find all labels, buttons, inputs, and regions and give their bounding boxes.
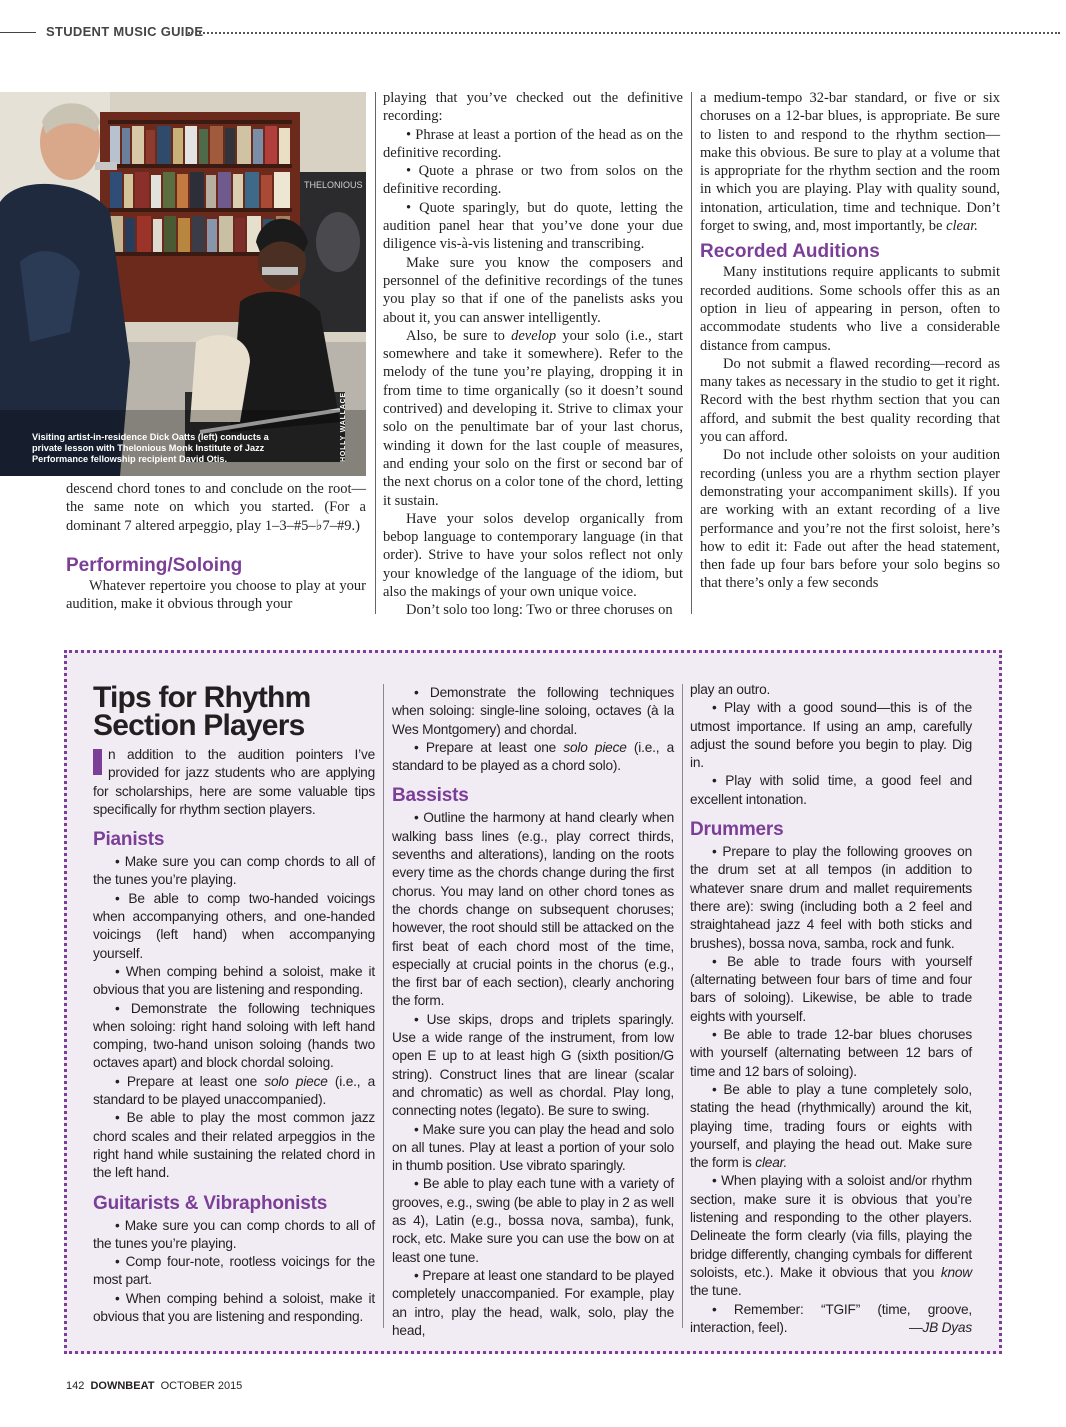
- text-run: • Prepare at least one: [414, 739, 564, 755]
- emphasis: develop: [511, 327, 557, 344]
- body-paragraph: Don’t solo too long: Two or three choruses on: [406, 602, 673, 619]
- tip-item: [392, 739, 674, 776]
- tip-item: • Make sure you can comp chords to all of the tunes you’re playing.: [93, 854, 375, 888]
- text-run: the tune.: [690, 1283, 742, 1299]
- sidebar-column-divider: [682, 684, 683, 1328]
- issue-date: OCTOBER 2015: [160, 1380, 243, 1392]
- text-run: Also, be sure to: [406, 327, 512, 344]
- section-title: STUDENT MUSIC GUIDE: [46, 24, 204, 39]
- tip-item: • Demonstrate the following techniques when soloing: single-line soloing, octaves (à la Wes Montgomery) and chordal.: [392, 685, 674, 737]
- tip-item: • Prepare at least one standard to be played completely unaccompanied. For example, play an intro, play the head, walk, solo, play the head,: [392, 1267, 674, 1338]
- text-run: (i.e., a standard to be played unaccompanied).: [93, 1073, 375, 1108]
- tip-item: • Make sure you can play the head and solo on all tunes. Play at least a portion of your solo in thumb position. Use vibrato sparingly.: [392, 1121, 674, 1174]
- body-paragraph: Do not submit a flawed recording—record as many takes as necessary in the studio to get it right. Record with the best rhythm section that you can afford, and submit the best quality recording that you can afford.: [700, 355, 1000, 446]
- tip-item: • Be able to play the most common jazz chord scales and their related arpeggios in the right hand while sustaining the related chord in the left hand.: [93, 1110, 375, 1181]
- tip-item: [690, 1172, 972, 1300]
- tip-item: • Be able to comp two-handed voicings when accompanying others, and one-handed voicings (left hand) when accompanying yourself.: [93, 890, 375, 961]
- author-signoff: —JB Dyas: [908, 1320, 972, 1336]
- drop-cap-bar: [93, 749, 102, 775]
- photo-credit: HOLLY WALLACE: [340, 392, 347, 462]
- tip-item: • Remember: “TGIF” (time, groove, interaction, feel).: [690, 1301, 972, 1335]
- text-run: (i.e., a standard to be played as a chord solo).: [392, 739, 674, 774]
- bullet-item: • Phrase at least a portion of the head as on the definitive recording.: [383, 126, 683, 161]
- sidebar-title-line: Section Players: [93, 709, 305, 742]
- magazine-name: DOWNBEAT: [90, 1380, 155, 1392]
- text-run: a medium-tempo 32-bar standard, or five or six choruses on a 12-bar blues, is appropriate. Be sure to listen to and respond to the rhythm section—make this obvious. Be sure to play at a volume that is appropriate for the rhythm section and the room in which you are playing. Play with quality sound, intonation, articulation, time and technique. Don’t forget to swing, and, most importantly, be: [700, 90, 1000, 235]
- tip-item: [93, 1073, 375, 1110]
- article-column-2: [383, 89, 683, 620]
- lesson-photo: [0, 92, 366, 476]
- tip-item: • Be able to trade 12-bar blues choruses with yourself (alternating between 12 bars of time and 12 bars of soloing).: [690, 1027, 972, 1079]
- text-run: n addition to the audition pointers I’ve provided for jazz students who are applying for scholarships, here are some valuable tips specifically for rhythm section players.: [93, 747, 375, 817]
- tip-item: • Outline the harmony at hand clearly when walking bass lines (e.g., play correct thirds, sevenths and alterations), landing on the roots every time as the chords change during the first chorus. You may land on other chord tones as the chords change on subsequent choruses; however, the root should still be attacked on the first beat of each chord most of the time, especially at crucial points in the chorus (e.g., the first bar of each section), clearly anchoring the form.: [392, 810, 674, 1009]
- sidebar-column-1: [93, 681, 375, 1326]
- text-run: • Prepare at least one: [115, 1073, 265, 1089]
- column-divider: [375, 92, 376, 614]
- emphasis: know: [940, 1264, 972, 1280]
- tip-item: • When comping behind a soloist, make it obvious that you are listening and responding.: [93, 1290, 375, 1325]
- page-footer: [66, 1380, 242, 1392]
- body-paragraph: Do not include other soloists on your audition recording (unless you are a rhythm section player demonstrating your accompaniment skills). If you are working with an extant recording of a live performance and you’re not the first soloist, here’s how to edit it: Fade out after the head statement, then fade up four bars before your solo begins so that there’s only a few seconds: [700, 447, 1000, 592]
- page-number: 142: [66, 1380, 85, 1392]
- header-rule: [0, 32, 36, 33]
- tip-item: • When comping behind a soloist, make it obvious that you are listening and responding.: [93, 963, 375, 998]
- section-heading-recorded: Recorded Auditions: [700, 241, 880, 263]
- sidebar-column-2: [392, 684, 674, 1340]
- sidebar-title-line: Tips for Rhythm: [93, 681, 311, 714]
- tip-item: • Make sure you can comp chords to all of the tunes you’re playing.: [93, 1217, 375, 1251]
- section-heading-bassists: Bassists: [392, 785, 469, 807]
- bullet-item: • Quote a phrase or two from solos on the definitive recording.: [383, 163, 683, 198]
- emphasis: clear.: [946, 218, 978, 235]
- emphasis: solo piece: [264, 1073, 328, 1089]
- tip-item: • Play with a good sound—this is of the utmost importance. If using an amp, carefully adjust the sound before you begin to play. Dig in.: [690, 700, 972, 771]
- body-paragraph: descend chord tones to and conclude on the root—the same note on which you started. (For a dominant 7 altered arpeggio, play 1–3–#5–♭7–#9.): [66, 481, 366, 534]
- tip-item: • Prepare to play the following grooves on the drum set at all tempos (in addition to whatever snare drum and mallet requirements there are): swing (including both a 2 feel and straightahead jazz 4 feel with both sticks and brushes), bossa nova, samba, rock and funk.: [690, 844, 972, 951]
- photo-caption: Visiting artist-in-residence Dick Oatts (left) conducts a private lesson with Thelonious Monk Institute of Jazz Performance fellowship recipient David Otis.: [32, 432, 269, 464]
- body-paragraph: Many institutions require applicants to submit recorded auditions. Some schools offer this as an option in lieu of appearing in person, often to accommodate students who live a considerable distance from campus.: [700, 264, 1000, 354]
- text-run: • Be able to play a tune completely solo, stating the head (rhythmically) around the kit, playing time, trading fours or eights with yourself, and playing the head out. Make sure the form is: [690, 1081, 972, 1171]
- emphasis: solo piece: [563, 739, 627, 755]
- section-heading-performing: Performing/Soloing: [66, 554, 243, 576]
- body-paragraph: Make sure you know the composers and personnel of the definitive recordings of the tunes you play so that if one of the panelists asks you about it, you can answer intelligently.: [383, 254, 683, 326]
- text-run: your solo (i.e., start somewhere and take it somewhere). Refer to the melody of the tune you’re playing, dropping it in from time to time organically (so it doesn’t sound contrived) and developing it. Strive to climax your solo on the penultimate bar of your last chorus, winding it down for the last couple of measures, and ending your solo on the first or second bar of the next chorus on a color tone of the chord, letting it sustain.: [383, 327, 683, 509]
- emphasis: clear.: [755, 1155, 788, 1171]
- sidebar-title: [93, 681, 375, 742]
- tip-item: • Comp four-note, rootless voicings for the most part.: [93, 1254, 375, 1288]
- tip-item: • Use skips, drops and triplets sparingly. Use a wide range of the instrument, from low open E up to at least high G (sixth position/G string). Construct lines that are linear (scalar and chromatic) as well as chordal. Play long, connecting notes (legato). Be sure to swing.: [392, 1011, 674, 1119]
- poster-text: THELONIOUS: [304, 180, 363, 190]
- sidebar-column-3: [690, 681, 972, 1337]
- tip-item: • Be able to trade fours with yourself (alternating between four bars of time and four bars of soloing). Likewise, be able to trade eights with yourself.: [690, 953, 972, 1024]
- bullet-item: • Quote sparingly, but do quote, letting the audition panel hear that you’ve done your due diligence vis-à-vis listening and transcribing.: [383, 199, 683, 253]
- tip-item: [690, 1081, 972, 1172]
- body-paragraph: [383, 327, 683, 510]
- text-run: • When playing with a soloist and/or rhythm section, make sure it is obvious that you’re listening and responding to the other players. Delineate the form clearly (via fills, playing the bridge differently, changing cymbals for different soloists, etc.). Make it obvious that you: [690, 1173, 972, 1280]
- article-column-1: [66, 480, 366, 613]
- column-divider: [691, 92, 692, 614]
- section-heading-guitarists: Guitarists & Vibraphonists: [93, 1192, 328, 1214]
- body-paragraph: playing that you’ve checked out the definitive recording:: [383, 90, 683, 125]
- article-column-3: [700, 89, 1000, 593]
- tip-item: • Be able to play each tune with a variety of grooves, e.g., swing (be able to play in 2 as well as 4), Latin (e.g., bossa nova, samba), funk, rock, etc. Make sure you can use the bow on at least one tune.: [392, 1176, 674, 1265]
- header-dotted-rule: [188, 32, 1060, 34]
- section-heading-drummers: Drummers: [690, 819, 784, 841]
- lesson-photo-image: [0, 92, 366, 476]
- sidebar-intro: [93, 746, 375, 819]
- tip-item: • Demonstrate the following techniques when soloing: right hand soloing with left hand comping, two-hand unison soloing (hands two octaves apart) and block chordal soloing.: [93, 1000, 375, 1071]
- body-paragraph: Have your solos develop organically from bebop language to contemporary language (in that order). Strive to have your solos reflect not only your knowledge of the language of the idiom, but also the makings of your own unique voice.: [383, 510, 683, 601]
- section-heading-pianists: Pianists: [93, 829, 165, 851]
- tip-item-continued: play an outro.: [690, 682, 771, 697]
- tip-item: • Play with solid time, a good feel and excellent intonation.: [690, 773, 972, 807]
- body-paragraph: Whatever repertoire you choose to play at your audition, make it obvious through your: [66, 577, 366, 613]
- body-paragraph: [700, 89, 1000, 235]
- sidebar-column-divider: [383, 684, 384, 1328]
